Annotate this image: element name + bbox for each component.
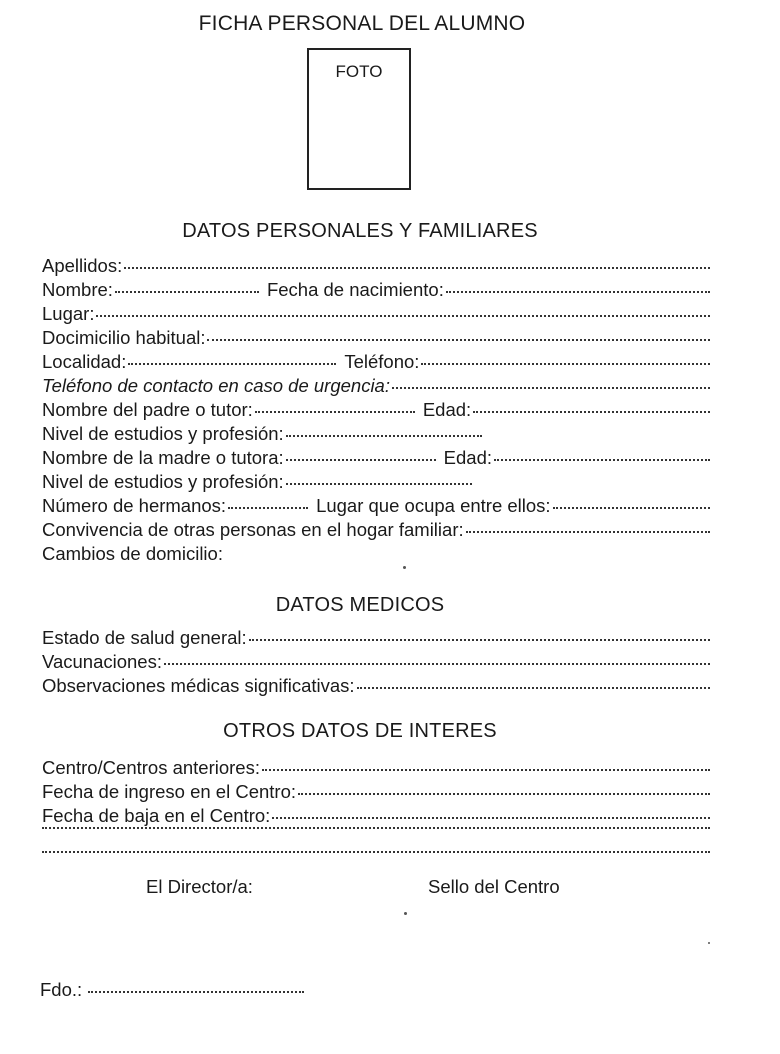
label-nombre-padre: Nombre del padre o tutor:	[42, 399, 253, 420]
field-domicilio[interactable]	[207, 337, 710, 341]
row-cambios-domicilio	[42, 542, 712, 566]
label-edad-madre: Edad:	[443, 447, 493, 468]
field-blank-2[interactable]	[42, 849, 710, 853]
field-estudios-madre[interactable]	[286, 481, 472, 485]
label-telefono: Teléfono:	[344, 351, 420, 372]
row-estado-salud	[42, 626, 712, 650]
field-fecha-ingreso[interactable]	[298, 791, 710, 795]
field-edad-madre[interactable]	[494, 457, 710, 461]
row-vacunaciones	[42, 650, 712, 674]
row-nombre	[42, 278, 712, 302]
row-estudios-padre	[42, 422, 712, 446]
field-apellidos[interactable]	[124, 265, 710, 269]
label-estudios-madre: Nivel de estudios y profesión:	[42, 471, 284, 492]
form-title: FICHA PERSONAL DEL ALUMNO	[198, 12, 526, 35]
photo-label: FOTO	[335, 62, 383, 81]
field-vacunaciones[interactable]	[164, 661, 710, 665]
field-fecha-baja[interactable]	[272, 815, 710, 819]
row-apellidos	[42, 254, 712, 278]
row-fecha-ingreso	[42, 780, 712, 804]
section-title-medicos: DATOS MEDICOS	[275, 594, 445, 616]
label-fecha-ingreso: Fecha de ingreso en el Centro:	[42, 781, 297, 802]
section-title-otros: OTROS DATOS DE INTERES	[223, 720, 497, 742]
field-estado-salud[interactable]	[249, 637, 710, 641]
scan-speck	[403, 566, 406, 569]
field-localidad[interactable]	[128, 361, 336, 365]
field-observaciones[interactable]	[357, 685, 710, 689]
label-apellidos: Apellidos:	[42, 255, 123, 276]
row-nombre-madre	[42, 446, 712, 470]
label-num-hermanos: Número de hermanos:	[42, 495, 227, 516]
row-domicilio	[42, 326, 712, 350]
label-cambios-domicilio: Cambios de domicilio:	[42, 543, 223, 564]
sello-label: Sello del Centro	[428, 876, 560, 897]
row-lugar	[42, 302, 712, 326]
label-nombre: Nombre:	[42, 279, 113, 300]
label-estado-salud: Estado de salud general:	[42, 627, 247, 648]
personal-fields	[42, 254, 712, 566]
label-fecha-nacimiento: Fecha de nacimiento:	[266, 279, 444, 300]
fdo-line	[40, 978, 304, 1002]
signature-labels	[0, 876, 780, 902]
label-estudios-padre: Nivel de estudios y profesión:	[42, 423, 284, 444]
field-fecha-nacimiento[interactable]	[446, 289, 710, 293]
field-telefono[interactable]	[421, 361, 710, 365]
label-observaciones: Observaciones médicas significativas:	[42, 675, 355, 696]
label-domicilio: Docimicilio habitual:	[42, 327, 206, 348]
row-centros-anteriores	[42, 756, 712, 780]
label-fecha-baja: Fecha de baja en el Centro:	[42, 805, 271, 826]
row-estudios-madre	[42, 470, 712, 494]
photo-box	[307, 48, 411, 190]
field-blank-1[interactable]	[42, 825, 710, 829]
otros-fields	[42, 756, 712, 876]
field-nombre[interactable]	[115, 289, 259, 293]
field-lugar-ocupa[interactable]	[553, 505, 710, 509]
field-fdo[interactable]	[88, 991, 304, 993]
field-num-hermanos[interactable]	[228, 505, 308, 509]
row-telefono-urgencia	[42, 374, 712, 398]
field-nombre-madre[interactable]	[286, 457, 436, 461]
row-observaciones	[42, 674, 712, 698]
field-estudios-padre[interactable]	[286, 433, 482, 437]
label-nombre-madre: Nombre de la madre o tutora:	[42, 447, 284, 468]
field-centros-anteriores[interactable]	[262, 767, 710, 771]
director-label: El Director/a:	[146, 876, 253, 897]
label-edad-padre: Edad:	[422, 399, 472, 420]
field-telefono-urgencia[interactable]	[392, 385, 710, 389]
label-telefono-urgencia: Teléfono de contacto en caso de urgencia:	[42, 375, 390, 396]
row-blank-2	[42, 852, 712, 876]
label-lugar-ocupa: Lugar que ocupa entre ellos:	[316, 495, 551, 516]
label-lugar: Lugar:	[42, 303, 95, 324]
label-centros-anteriores: Centro/Centros anteriores:	[42, 757, 260, 778]
row-hermanos	[42, 494, 712, 518]
row-nombre-padre	[42, 398, 712, 422]
label-localidad: Localidad:	[42, 351, 127, 372]
row-localidad	[42, 350, 712, 374]
fdo-label: Fdo.:	[40, 979, 83, 1000]
field-edad-padre[interactable]	[473, 409, 710, 413]
medicos-fields	[42, 626, 712, 698]
field-convivencia[interactable]	[466, 529, 710, 533]
label-vacunaciones: Vacunaciones:	[42, 651, 162, 672]
field-nombre-padre[interactable]	[255, 409, 415, 413]
field-lugar[interactable]	[96, 313, 710, 317]
scan-speck	[708, 942, 710, 944]
row-convivencia	[42, 518, 712, 542]
section-title-personal: DATOS PERSONALES Y FAMILIARES	[182, 220, 538, 242]
label-convivencia: Convivencia de otras personas en el hogar familiar:	[42, 519, 464, 540]
scan-speck	[404, 912, 407, 915]
